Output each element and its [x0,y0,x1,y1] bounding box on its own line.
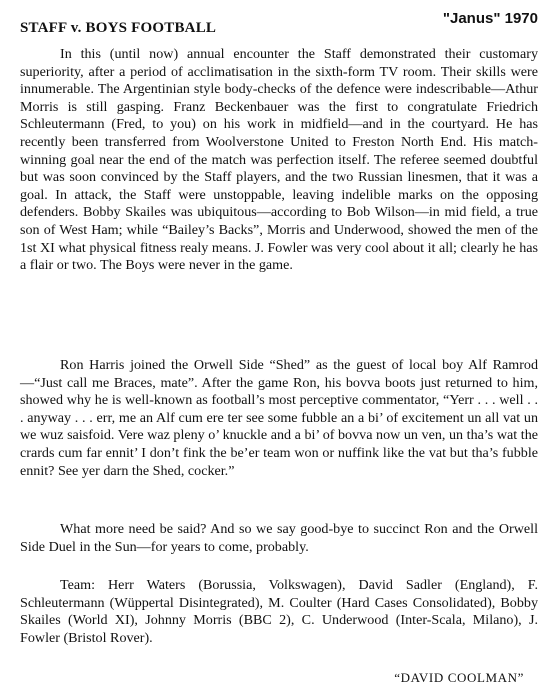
article-paragraph-team-list: Team: Herr Waters (Borussia, Volkswagen), David Sadler (England), F. Schleutermann (Wüppertal Disintegrated), M. Coulter (Hard Cases Consolidated), Bobby Skailes (World XI), Johnny Morris (BBC 2), C. Underwood (Inter-Scala, Milano), J. Fowler (Bristol Rover). [20,577,538,646]
article-paragraph-commentator: Ron Harris joined the Orwell Side “Shed” as the guest of local boy Alf Ramrod—“Just call me Braces, mate”. After the game Ron, his bovva boots just returned to him, showed why he is well-known as football’s most perceptive commentator, “Yerr . . . well . . . anyway . . . err, me an Alf cum ere ter see some fubble an a bi’ of excitement un all vat un we wuz saisfoid. Vere waz pleny o’ knuckle and a bi’ of bovva now un ven, un tha’s wat the crards cum far ennit’ I don’t fink the be’er team won or nuffink like the vat but tha’s fubble ennit? See yer darn the Shed, cocker.” [20,357,538,479]
article-paragraph-farewell: What more need be said? And so we say good-bye to succinct Ron and the Orwell Side Duel in the Sun—for years to come, probably. [20,521,538,555]
author-signature: “DAVID COOLMAN” [394,670,524,685]
article-headline: STAFF v. BOYS FOOTBALL [20,20,217,36]
article-paragraph-match-report: In this (until now) annual encounter the Staff demonstrated their customary superiority, after a period of acclimatisation in the sixth-form TV room. Their skills were innumerable. The Argentinian style body-checks of the defence were indescribable—Athur Morris is still gasping. Franz Beckenbauer was the first to congratulate Friedrich Schleutermann (Fred, to you) on his work in midfield—and in the courtyard. He has recently been transferred from Woolverstone United to Freston North End. His match-winning goal near the end of the match was perfection itself. The referee seemed doubtful but was soon convinced by the Staff players, and the two Russian linesmen, that it was a goal. In attack, the Staff were unstoppable, leaving indelible marks on the opposing defenders. Bobby Skailes was ubiquitous—according to Bob Wilson—in mid field, a true son of West Ham; while “Bailey’s Backs”, Morris and Underwood, showed the men of the 1st XI what physical fitness realy means. J. Fowler was very cool about it all; clearly he has a flair or two. The Boys were never in the game. [20,46,538,274]
source-tag: "Janus" 1970 [442,10,538,27]
